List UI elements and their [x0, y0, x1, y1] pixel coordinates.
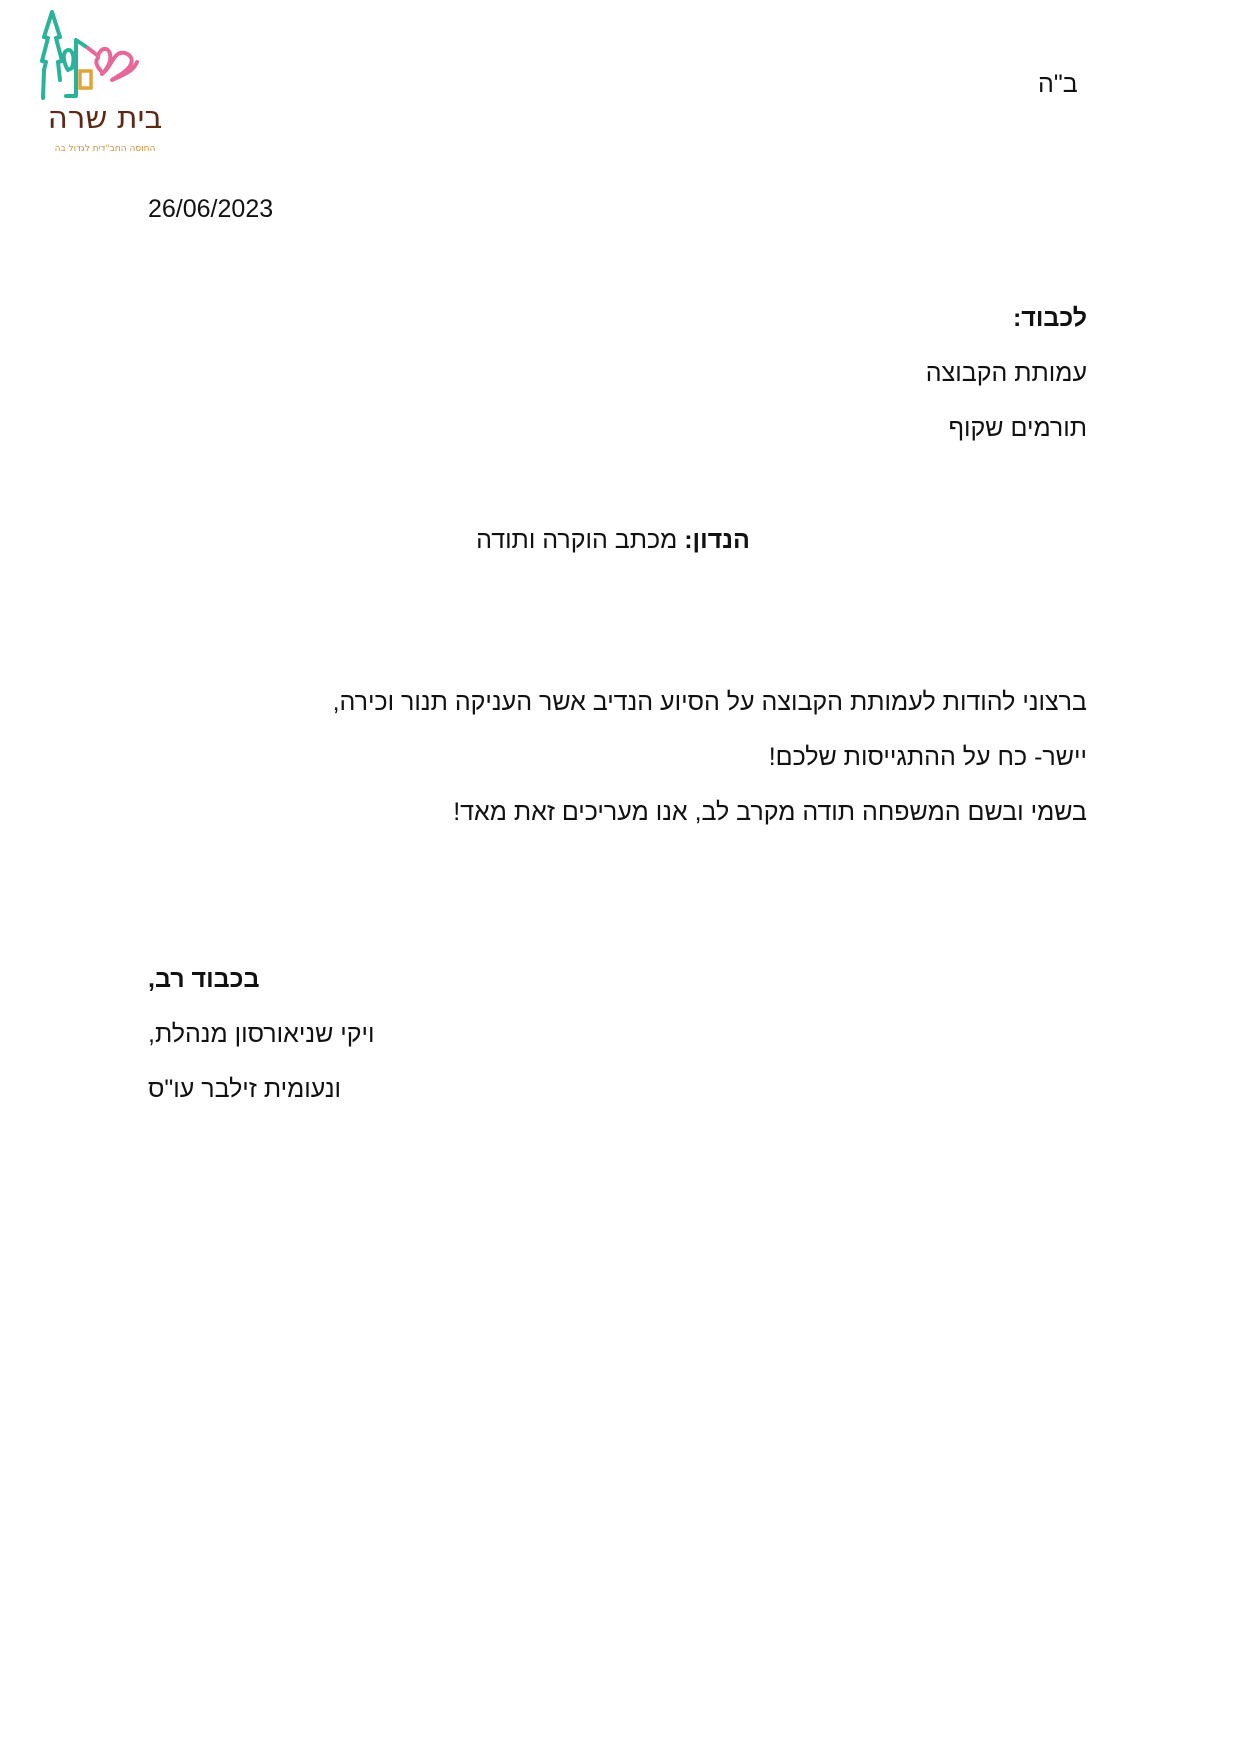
house-tree-heart-icon	[40, 10, 170, 105]
recipient-line-2: תורמים שקוף	[948, 414, 1087, 442]
recipient-label: לכבוד:	[1012, 304, 1087, 332]
body-line-2: יישר- כח על ההתגייסות שלכם!	[768, 743, 1087, 771]
recipient-line-1: עמותת הקבוצה	[925, 359, 1087, 387]
signature-closing: בכבוד רב,	[148, 965, 260, 993]
bh-abbreviation: ב"ה	[1038, 70, 1078, 98]
subject-text: מכתב הוקרה ותודה	[476, 526, 678, 554]
body-line-1: ברצוני להודות לעמותת הקבוצה על הסיוע הנדיב אשר העניקה תנור וכירה,	[332, 688, 1087, 716]
logo-tagline: החוסה החב"דית לגדול בה	[54, 144, 156, 154]
beit-sara-logo	[40, 10, 170, 154]
letter-date: 26/06/2023	[148, 195, 274, 223]
signature-name-2: ונעומית זילבר עו"ס	[148, 1075, 342, 1103]
subject-line	[476, 524, 750, 556]
logo-name: בית שרה	[47, 100, 163, 136]
subject-label: הנדון:	[684, 526, 750, 554]
body-line-3: בשמי ובשם המשפחה תודה מקרב לב, אנו מעריכים זאת מאד!	[453, 798, 1087, 826]
signature-name-1: ויקי שניאורסון מנהלת,	[148, 1020, 375, 1048]
